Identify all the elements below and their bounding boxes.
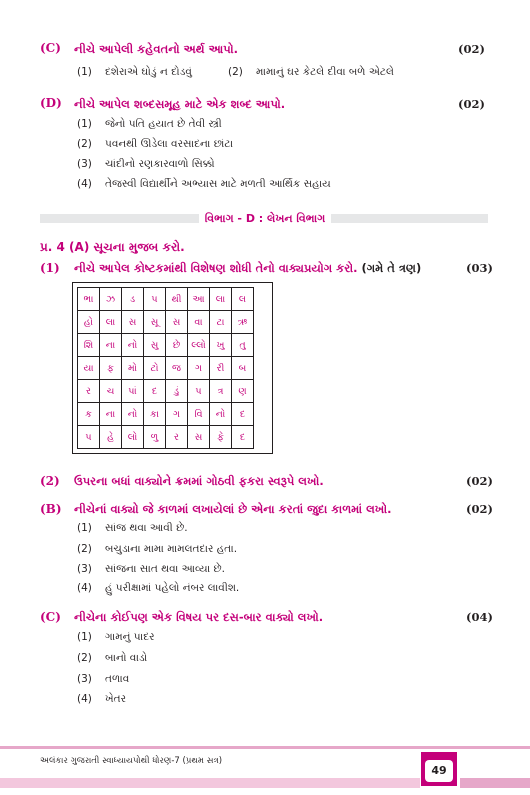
grid-cell: સુ [144,334,166,357]
grid-cell: વા [188,311,210,334]
grid-cell: ગ [166,403,188,426]
question-marks: (02) [466,474,493,488]
question-heading: પ્ર. 4 (A) સૂચના મુજબ કરો. [40,240,185,254]
grid-cell: દ [232,426,254,449]
grid-cell: વિ [188,403,210,426]
grid-cell: ફે [210,426,232,449]
grid-cell: જ [166,357,188,380]
list-item: (2) મામાનું ઘર કેટલે દીવા બળે એટલે [228,66,394,78]
question-marks: (03) [466,261,493,275]
grid-row [78,403,254,426]
grid-cell: ના [100,334,122,357]
grid-cell: પ [188,380,210,403]
grid-cell: તુ [232,334,254,357]
grid-cell: લા [100,311,122,334]
grid-row [78,288,254,311]
question-label: (B) [40,502,62,516]
grid-cell: ટા [210,311,232,334]
grid-cell: દ [144,380,166,403]
grid-row [78,311,254,334]
grid-cell: ઋ [232,311,254,334]
footer-divider [0,746,530,749]
page-number: 49 [425,760,453,782]
footer-band-right [460,778,530,788]
question-marks: (04) [466,610,493,624]
list-item: (3) તળાવ [77,673,130,685]
question-marks: (02) [458,42,485,56]
question-label: (C) [40,610,61,624]
word-grid [77,287,254,449]
grid-cell: ખુ [210,334,232,357]
question-label: (D) [40,96,62,110]
list-item: (1) ગામનું પાદર [77,631,155,643]
grid-cell: સૂ [144,311,166,334]
grid-cell: થી [166,288,188,311]
grid-cell: નો [122,403,144,426]
question-title: નીચે આપેલી કહેવતનો અર્થ આપો. [74,42,238,56]
grid-cell: લ [232,288,254,311]
question-title: ઉપરના બધાં વાક્યોને ક્રમમાં ગોઠવી ફકરા સ્વરૂપે લખો. [74,474,324,488]
list-item: (3) ચાંદીનો રણકારવાળો સિક્કો [77,158,215,170]
list-item: (2) પવનથી ઊડેલા વરસાદના છાંટા [77,138,234,150]
list-item: (4) હું પરીક્ષામાં પહેલો નંબર લાવીશ. [77,582,240,594]
grid-cell: છે [166,334,188,357]
question-label: (2) [40,474,60,488]
grid-cell: સ [188,426,210,449]
grid-cell: ળુ [144,426,166,449]
section-title: વિભાગ - D : લેખન વિભાગ [0,207,530,226]
grid-row [78,357,254,380]
grid-cell: ભા [78,288,100,311]
grid-cell: લ્લો [188,334,210,357]
question-marks: (02) [458,97,485,111]
grid-cell: પ [144,288,166,311]
grid-cell: સ [166,311,188,334]
grid-cell: ર [166,426,188,449]
list-item: (3) સાંજના સાત થવા આવ્યા છે. [77,563,225,575]
grid-cell: પાં [122,380,144,403]
grid-cell: ણ [232,380,254,403]
grid-cell: લો [122,426,144,449]
grid-cell: ઝ [100,288,122,311]
list-item: (1) જેનો પતિ હયાત છે તેવી સ્ત્રી [77,118,222,130]
list-item: (4) તેજસ્વી વિદ્યાર્થીને અભ્યાસ માટે મળતી આર્થિક સહાય [77,178,331,190]
grid-cell: યા [78,357,100,380]
grid-cell: હે [100,426,122,449]
question-title: નીચે આપેલ કોષ્ટકમાંથી વિશેષણ શોધી તેનો વાક્યપ્રયોગ કરો. (ગમે તે ત્રણ) [74,261,422,275]
grid-cell: નો [122,334,144,357]
grid-cell: પ [78,426,100,449]
grid-cell: ર [78,380,100,403]
grid-cell: સ [122,311,144,334]
list-item: (2) બચુડાના મામા મામલતદાર હતા. [77,543,238,555]
grid-cell: લા [210,288,232,311]
footer-band [0,778,420,788]
grid-cell: શિ [78,334,100,357]
grid-cell: મો [122,357,144,380]
question-label: (1) [40,261,60,275]
grid-cell: બ [232,357,254,380]
question-title: નીચે આપેલ શબ્દસમૂહ માટે એક શબ્દ આપો. [74,97,286,111]
question-title: નીચેના કોઈપણ એક વિષય પર દસ-બાર વાક્યો લખો. [74,610,324,624]
list-item: (1) દશેરાએ ઘોડું ન દોડવું [77,66,192,78]
grid-cell: ચ [100,380,122,403]
grid-cell: ફ [100,357,122,380]
grid-cell: ટો [144,357,166,380]
list-item: (2) બાનો વાડો [77,652,148,664]
list-item: (1) સાંજ થવા આવી છે. [77,522,188,534]
grid-cell: ના [100,403,122,426]
grid-cell: ગ [188,357,210,380]
grid-cell: ડ [122,288,144,311]
question-label: (C) [40,41,61,55]
grid-row [78,426,254,449]
question-title: નીચેનાં વાક્યો જે કાળમાં લખાયેલાં છે એના કરતાં જુદા કાળમાં લખો. [74,502,392,516]
grid-cell: હો [78,311,100,334]
grid-cell: આ [188,288,210,311]
grid-cell: રી [210,357,232,380]
list-item: (4) ખેતર [77,693,127,705]
grid-row [78,380,254,403]
grid-cell: ક [78,403,100,426]
footer-book-title: અલંકાર ગુજરાતી સ્વાધ્યાયપોથી ધોરણ-7 (પ્રથમ સત્ર) [40,756,223,766]
grid-cell: કા [144,403,166,426]
grid-cell: ત્ર [210,380,232,403]
grid-cell: નો [210,403,232,426]
grid-cell: ડું [166,380,188,403]
grid-row [78,334,254,357]
question-marks: (02) [466,502,493,516]
grid-cell: દ [232,403,254,426]
